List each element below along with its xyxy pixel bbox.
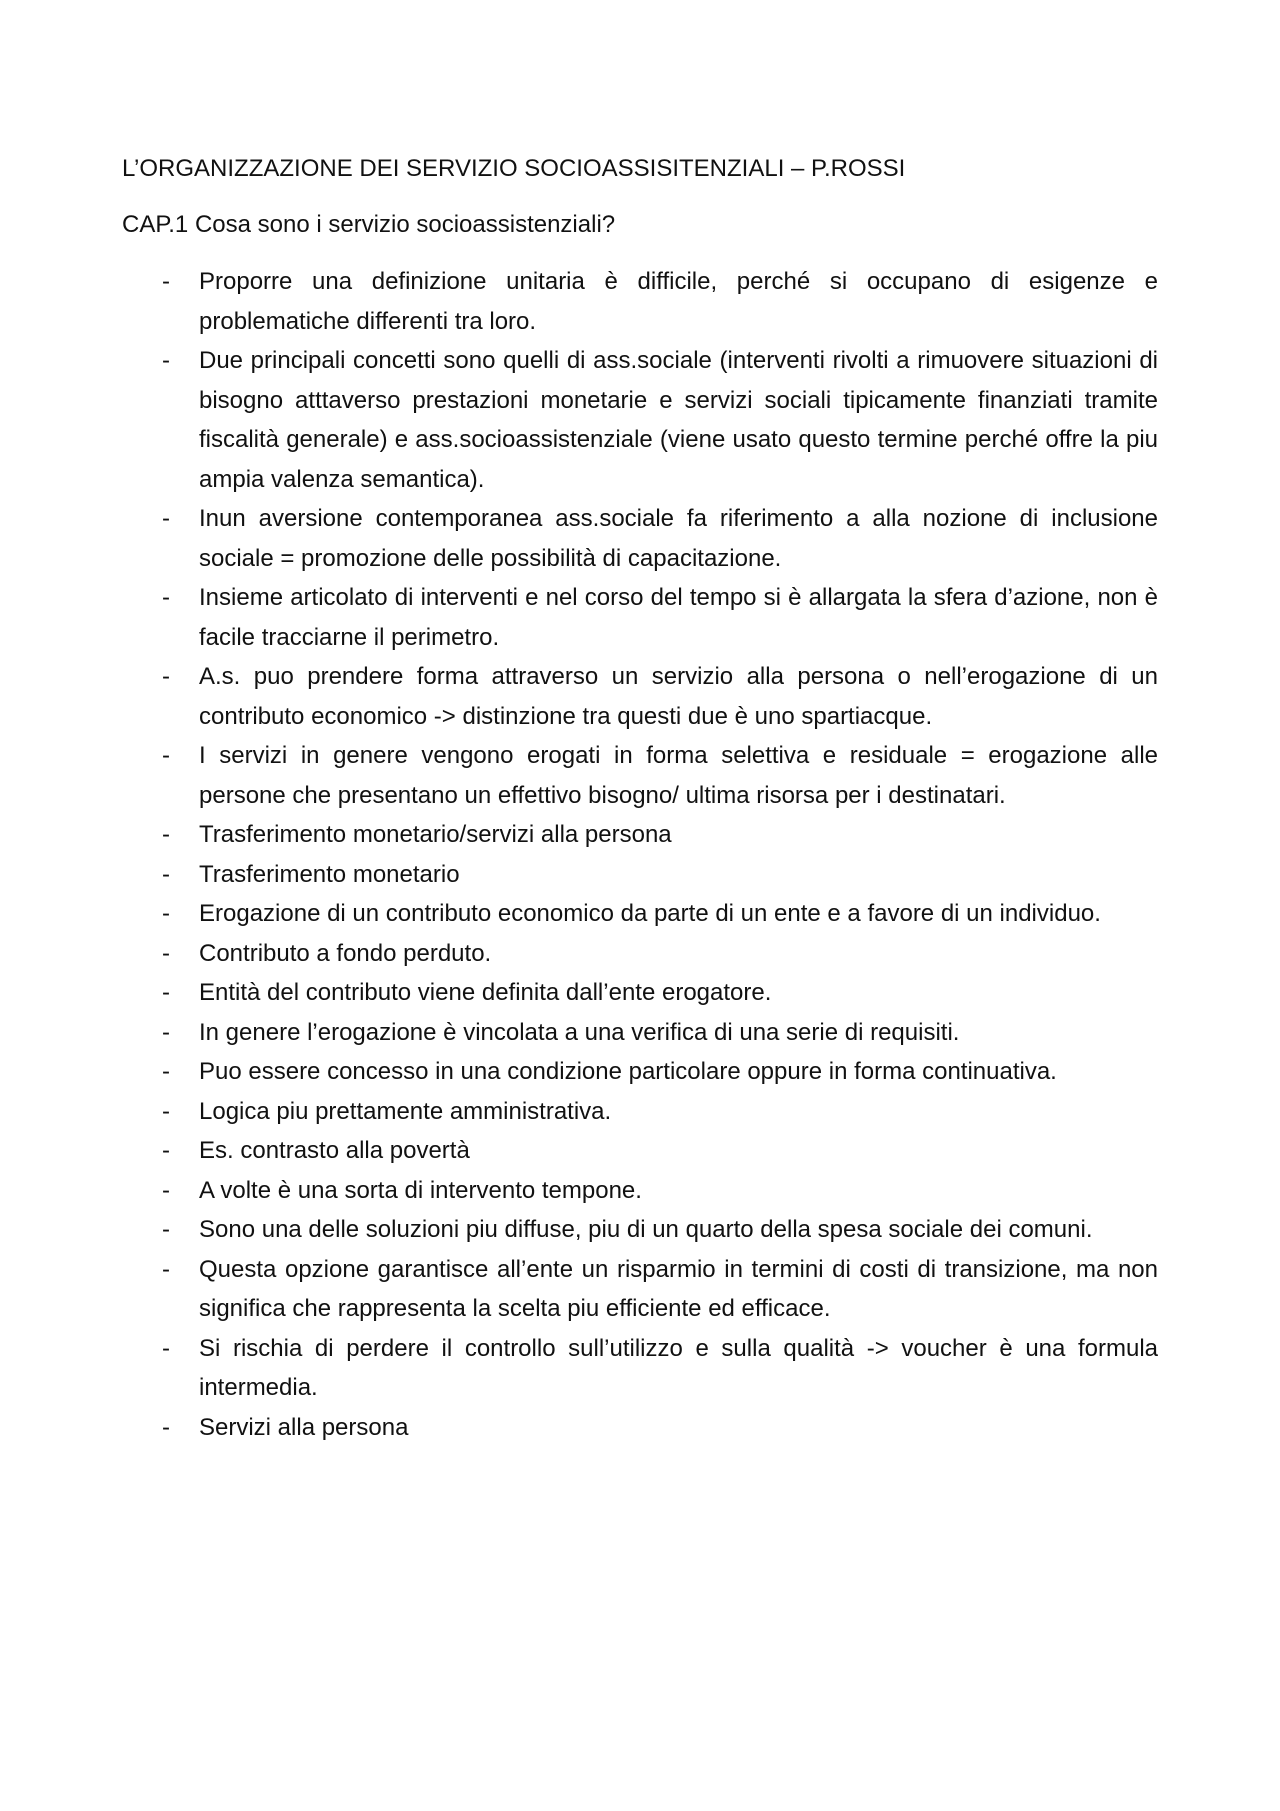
chapter-heading: CAP.1 Cosa sono i servizio socioassistenziali?	[122, 211, 616, 238]
list-item-text: A volte è una sorta di intervento tempone.	[199, 1176, 642, 1204]
list-item-text: Si rischia di perdere il controllo sull’utilizzo e sulla qualità -> voucher è una formula intermedia.	[199, 1334, 1158, 1401]
bullet-marker: -	[162, 584, 170, 611]
list-item-text: Trasferimento monetario	[199, 860, 460, 888]
list-item	[122, 499, 1162, 578]
list-item	[122, 736, 1162, 815]
bullet-marker: -	[162, 939, 170, 967]
list-item-text: I servizi in genere vengono erogati in forma selettiva e residuale = erogazione alle persone che presentano un effettivo bisogno/ ultima risorsa per i destinatari.	[199, 742, 1158, 809]
list-item-text: Due principali concetti sono quelli di ass.sociale (interventi rivolti a rimuovere situazioni di bisogno atttaverso prestazioni monetarie e servizi sociali tipicamente finanziati tramite fiscalità generale) e ass.socioassistenziale (viene usato questo termine perché offre la piu ampia valenza semantica).	[199, 347, 1158, 493]
list-item-text: Logica piu prettamente amministrativa.	[199, 1097, 612, 1125]
bullet-marker: -	[162, 860, 170, 888]
bullet-marker: -	[162, 1058, 170, 1085]
list-item	[122, 815, 1162, 855]
list-item	[122, 1092, 1162, 1132]
bullet-marker: -	[162, 663, 170, 690]
list-item-text: Es. contrasto alla povertà	[199, 1137, 470, 1164]
bullet-marker: -	[162, 347, 170, 374]
list-item-text: Proporre una definizione unitaria è difficile, perché si occupano di esigenze e problematiche differenti tra loro.	[199, 268, 1158, 335]
list-item-text: Erogazione di un contributo economico da parte di un ente e a favore di un individuo.	[199, 900, 1101, 927]
list-item	[122, 1408, 1162, 1448]
document-title: L’ORGANIZZAZIONE DEI SERVIZIO SOCIOASSISITENZIALI – P.ROSSI	[122, 155, 906, 182]
list-item	[122, 1013, 1162, 1053]
list-item-text: Insieme articolato di interventi e nel corso del tempo si è allargata la sfera d’azione, non è facile tracciarne il perimetro.	[199, 584, 1158, 651]
list-item	[122, 1131, 1162, 1171]
list-item-text: Inun aversione contemporanea ass.sociale fa riferimento a alla nozione di inclusione sociale = promozione delle possibilità di capacitazione.	[199, 505, 1158, 572]
list-item-text: Puo essere concesso in una condizione particolare oppure in forma continuativa.	[199, 1058, 1057, 1085]
bullet-marker: -	[162, 1255, 170, 1283]
list-item	[122, 973, 1162, 1013]
bullet-list	[122, 262, 1162, 1447]
list-item-text: Contributo a fondo perduto.	[199, 939, 492, 967]
bullet-marker: -	[162, 1018, 170, 1046]
bullet-marker: -	[162, 1176, 170, 1204]
list-item-text: Entità del contributo viene definita dall’ente erogatore.	[199, 979, 772, 1006]
bullet-marker: -	[162, 900, 170, 927]
list-item-text: A.s. puo prendere forma attraverso un servizio alla persona o nell’erogazione di un contributo economico -> distinzione tra questi due è uno spartiacque.	[199, 663, 1158, 730]
list-item	[122, 1250, 1162, 1329]
bullet-marker: -	[162, 268, 170, 295]
document-body	[122, 150, 1162, 1447]
bullet-marker: -	[162, 1097, 170, 1125]
bullet-marker: -	[162, 979, 170, 1006]
list-item	[122, 894, 1162, 934]
list-item	[122, 1052, 1162, 1092]
list-item	[122, 578, 1162, 657]
bullet-marker: -	[162, 1216, 170, 1243]
bullet-marker: -	[162, 742, 170, 769]
list-item-text: Servizi alla persona	[199, 1413, 409, 1441]
bullet-marker: -	[162, 1137, 170, 1164]
bullet-marker: -	[162, 1334, 170, 1362]
bullet-marker: -	[162, 1413, 170, 1441]
list-item	[122, 1171, 1162, 1211]
list-item	[122, 855, 1162, 895]
list-item	[122, 1210, 1162, 1250]
list-item-text: In genere l’erogazione è vincolata a una verifica di una serie di requisiti.	[199, 1018, 960, 1046]
list-item	[122, 657, 1162, 736]
list-item	[122, 1329, 1162, 1408]
bullet-marker: -	[162, 821, 170, 848]
list-item	[122, 934, 1162, 974]
list-item-text: Questa opzione garantisce all’ente un risparmio in termini di costi di transizione, ma non significa che rappresenta la scelta piu efficiente ed efficace.	[199, 1255, 1158, 1322]
list-item-text: Trasferimento monetario/servizi alla persona	[199, 821, 672, 848]
list-item	[122, 341, 1162, 499]
list-item	[122, 262, 1162, 341]
list-item-text: Sono una delle soluzioni piu diffuse, piu di un quarto della spesa sociale dei comuni.	[199, 1216, 1093, 1243]
bullet-marker: -	[162, 505, 170, 532]
